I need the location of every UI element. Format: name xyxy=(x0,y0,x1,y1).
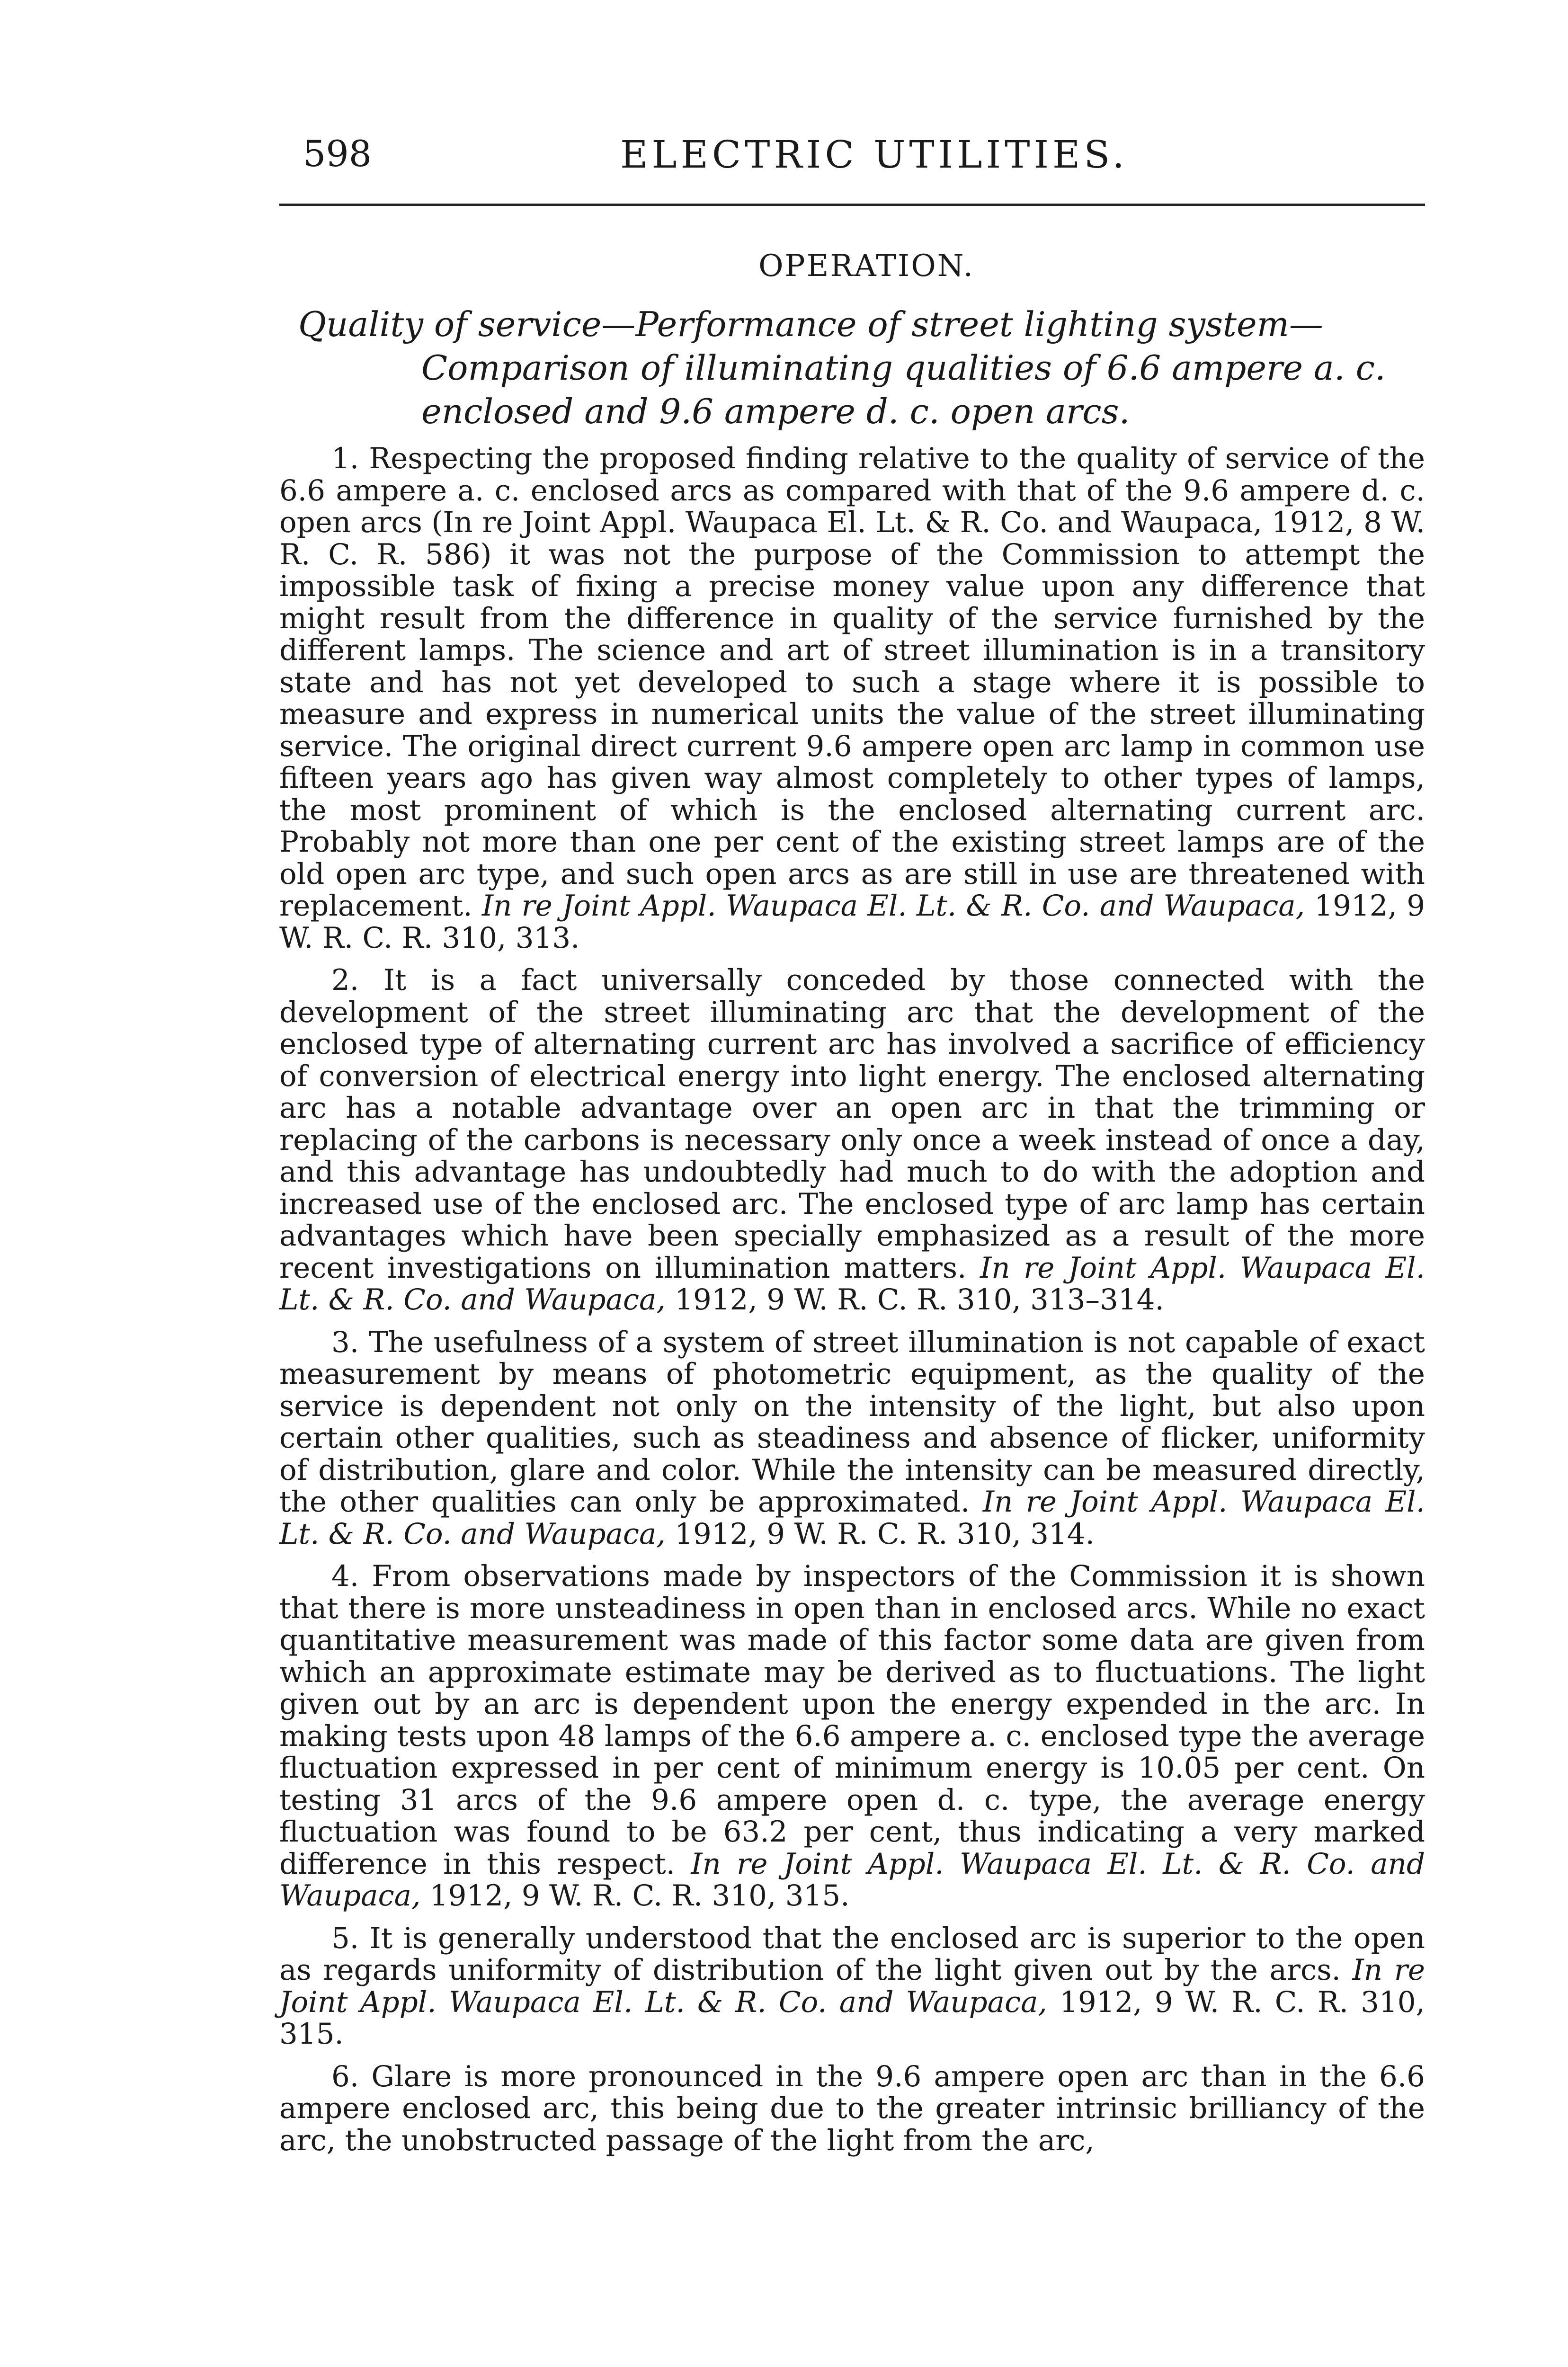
page-number: 598 xyxy=(303,133,372,175)
body-text xyxy=(279,443,1425,2156)
running-head: ELECTRIC UTILITIES. xyxy=(620,133,1128,177)
paragraph: 5. It is generally understood that the enclosed arc is superior to the open as regards uniformity of distribution of the light given out by the arcs. In re Joint Appl. Waupaca El. Lt. & R. Co. and Waupaca, 1912, 9 W. R. C. R. 310, 315. xyxy=(279,1921,1425,2051)
headnote: Quality of service—Performance of street lighting system—Comparison of illuminating qualities of 6.6 ampere a. c. enclosed and 9.6 ampere d. c. open arcs. xyxy=(298,304,1386,431)
citation-tail: 1912, 9 W. R. C. R. 310, 313–314. xyxy=(675,1283,1164,1317)
citation: In re Joint Appl. Waupaca El. Lt. & R. Co. and Waupaca, xyxy=(279,1251,1425,1317)
citation: In re Joint Appl. Waupaca El. Lt. & R. Co. and Waupaca, xyxy=(279,1953,1425,2019)
section-heading: OPERATION. xyxy=(758,249,974,284)
paragraph: 3. The usefulness of a system of street illumination is not capable of exact measurement by means of photometric equipment, as the quality of the service is dependent not only on the intensity of the light, but also upon certain other qualities, such as steadiness and absence of flicker, uniformity of distribution, glare and color. While the intensity can be measured directly, the other qualities can only be approximated. In re Joint Appl. Waupaca El. Lt. & R. Co. and Waupaca, 1912, 9 W. R. C. R. 310, 314. xyxy=(279,1325,1425,1551)
citation: In re Joint Appl. Waupaca El. Lt. & R. Co. and Waupaca, xyxy=(279,1847,1425,1913)
paragraph: 2. It is a fact universally conceded by those connected with the development of the street illuminating arc that the development of the enclosed type of alternating current arc has involved a sacrifice of efficiency of conversion of electrical energy into light energy. The enclosed alternating arc has a notable advantage over an open arc in that the trimming or replacing of the carbons is necessary only once a week instead of once a day, and this advantage has undoubtedly had much to do with the adoption and increased use of the enclosed arc. The enclosed type of arc lamp has certain advantages which have been specially emphasized as a result of the more recent investigations on illumination matters. In re Joint Appl. Waupaca El. Lt. & R. Co. and Waupaca, 1912, 9 W. R. C. R. 310, 313–314. xyxy=(279,963,1425,1317)
paragraph: 4. From observations made by inspectors of the Commission it is shown that there is more unsteadiness in open than in enclosed arcs. While no exact quantitative measurement was made of this factor some data are given from which an approximate estimate may be derived as to fluctuations. The light given out by an arc is dependent upon the energy expended in the arc. In making tests upon 48 lamps of the 6.6 ampere a. c. enclosed type the average fluctuation expressed in per cent of minimum energy is 10.05 per cent. On testing 31 arcs of the 9.6 ampere open d. c. type, the average energy fluctuation was found to be 63.2 per cent, thus indicating a very marked difference in this respect. In re Joint Appl. Waupaca El. Lt. & R. Co. and Waupaca, 1912, 9 W. R. C. R. 310, 315. xyxy=(279,1559,1425,1913)
citation-tail: 1912, 9 W. R. C. R. 310, 315. xyxy=(279,1985,1425,2051)
paragraph: 6. Glare is more pronounced in the 9.6 ampere open arc than in the 6.6 ampere enclosed arc, this being due to the greater intrinsic brilliancy of the arc, the unobstructed passage of the light from the arc, xyxy=(279,2059,1425,2157)
citation: In re Joint Appl. Waupaca El. Lt. & R. Co. and Waupaca, xyxy=(481,889,1305,923)
page-header xyxy=(279,128,1425,206)
citation: In re Joint Appl. Waupaca El. Lt. & R. Co. and Waupaca, xyxy=(279,1485,1425,1551)
citation-tail: 1912, 9 W. R. C. R. 310, 314. xyxy=(675,1517,1095,1551)
citation-tail: 1912, 9 W. R. C. R. 310, 315. xyxy=(429,1879,850,1913)
paragraph: 1. Respecting the proposed finding relative to the quality of service of the 6.6 ampere a. c. enclosed arcs as compared with that of the 9.6 ampere d. c. open arcs (In re Joint Appl. Waupaca El. Lt. & R. Co. and Waupaca, 1912, 8 W. R. C. R. 586) it was not the purpose of the Commission to attempt the impossible task of fixing a precise money value upon any difference that might result from the difference in quality of the service furnished by the different lamps. The science and art of street illumination is in a transitory state and has not yet developed to such a stage where it is possible to measure and express in numerical units the value of the street illuminating service. The original direct current 9.6 ampere open arc lamp in common use fifteen years ago has given way almost completely to other types of lamps, the most prominent of which is the enclosed alternating current arc. Probably not more than one per cent of the existing street lamps are of the old open arc type, and such open arcs as are still in use are threatened with replacement. In re Joint Appl. Waupaca El. Lt. & R. Co. and Waupaca, 1912, 9 W. R. C. R. 310, 313. xyxy=(279,442,1425,955)
page xyxy=(279,128,1425,2353)
citation-tail: 1912, 9 W. R. C. R. 310, 313. xyxy=(279,889,1425,955)
